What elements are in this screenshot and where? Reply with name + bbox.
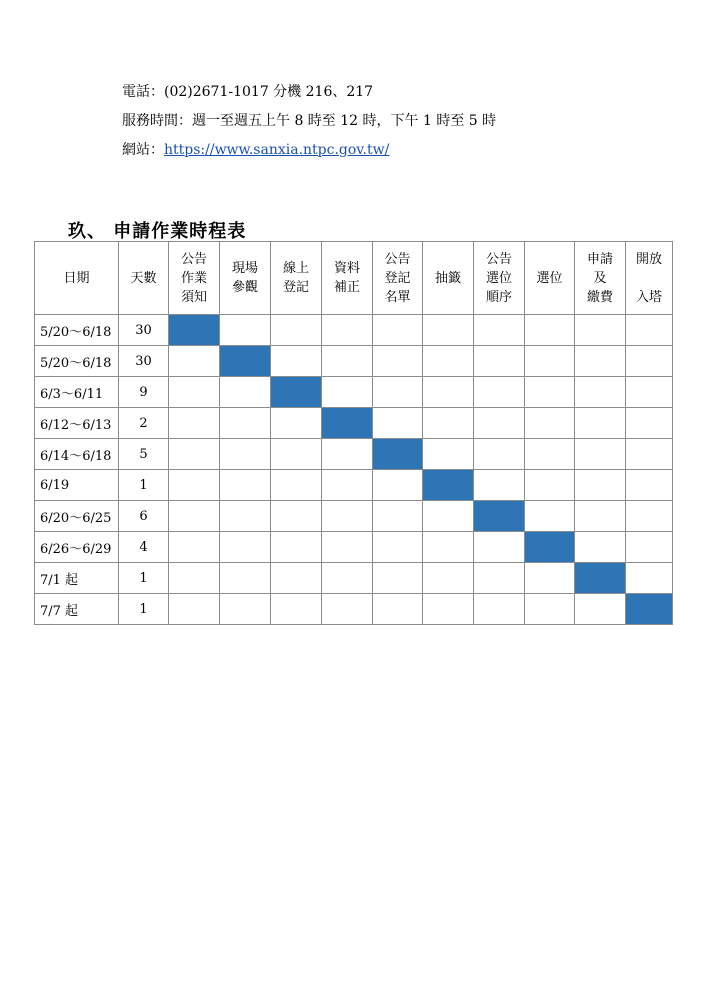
schedule-empty-cell [220, 315, 271, 346]
schedule-empty-cell [575, 377, 626, 408]
schedule-empty-cell [575, 501, 626, 532]
schedule-empty-cell [423, 563, 474, 594]
date-cell: 6/12～6/13 [35, 408, 119, 439]
schedule-empty-cell [169, 346, 220, 377]
schedule-empty-cell [169, 408, 220, 439]
service-hours-text: 服務時間：週一至週五上午 8 時至 12 時，下午 1 時至 5 時 [122, 113, 497, 129]
table-row [35, 563, 673, 594]
schedule-empty-cell [169, 439, 220, 470]
schedule-empty-cell [575, 408, 626, 439]
schedule-empty-cell [626, 377, 673, 408]
schedule-empty-cell [220, 532, 271, 563]
days-cell: 4 [119, 532, 169, 563]
schedule-empty-cell [626, 346, 673, 377]
table-row [35, 346, 673, 377]
schedule-empty-cell [474, 532, 525, 563]
website-label: 網站： [122, 142, 164, 158]
header-line: 現場 [231, 261, 258, 276]
schedule-empty-cell [220, 408, 271, 439]
schedule-empty-cell [423, 532, 474, 563]
schedule-empty-cell [271, 346, 322, 377]
table-row [35, 377, 673, 408]
contact-info [122, 78, 496, 165]
schedule-empty-cell [626, 439, 673, 470]
table-header-cell [271, 242, 322, 315]
schedule-empty-cell [169, 377, 220, 408]
days-cell: 1 [119, 470, 169, 501]
schedule-empty-cell [373, 470, 423, 501]
date-cell: 5/20～6/18 [35, 315, 119, 346]
header-line: 繳費 [586, 289, 613, 305]
schedule-empty-cell [373, 594, 423, 625]
header-line: 天數 [130, 270, 157, 286]
schedule-empty-cell [423, 377, 474, 408]
schedule-filled-cell [575, 563, 626, 594]
date-cell: 6/19 [35, 470, 119, 501]
schedule-empty-cell [525, 594, 575, 625]
schedule-empty-cell [322, 594, 373, 625]
schedule-empty-cell [271, 563, 322, 594]
header-line: 登記 [384, 270, 411, 286]
schedule-empty-cell [322, 501, 373, 532]
schedule-empty-cell [474, 377, 525, 408]
schedule-empty-cell [271, 470, 322, 501]
header-line: 線上 [282, 261, 309, 276]
table-row [35, 532, 673, 563]
date-cell: 6/14～6/18 [35, 439, 119, 470]
header-line: 選位 [485, 270, 512, 286]
schedule-empty-cell [220, 563, 271, 594]
schedule-filled-cell [373, 439, 423, 470]
schedule-filled-cell [626, 594, 673, 625]
website-line [122, 136, 496, 165]
schedule-empty-cell [423, 501, 474, 532]
header-line: 作業 [180, 270, 207, 286]
schedule-empty-cell [423, 346, 474, 377]
schedule-empty-cell [626, 470, 673, 501]
schedule-empty-cell [575, 470, 626, 501]
schedule-empty-cell [626, 408, 673, 439]
schedule-empty-cell [271, 315, 322, 346]
days-cell: 30 [119, 346, 169, 377]
date-cell: 7/7 起 [35, 594, 119, 625]
schedule-empty-cell [474, 408, 525, 439]
table-header-cell [626, 242, 673, 315]
schedule-empty-cell [525, 408, 575, 439]
schedule-filled-cell [169, 315, 220, 346]
schedule-empty-cell [271, 594, 322, 625]
table-row [35, 439, 673, 470]
schedule-empty-cell [271, 532, 322, 563]
date-cell: 6/26～6/29 [35, 532, 119, 563]
days-cell: 5 [119, 439, 169, 470]
header-line: 及 [593, 270, 607, 286]
header-line: 名單 [384, 289, 411, 305]
header-line: 補正 [333, 280, 360, 295]
schedule-empty-cell [626, 501, 673, 532]
table-row [35, 594, 673, 625]
schedule-empty-cell [322, 532, 373, 563]
table-header-cell [169, 242, 220, 315]
schedule-empty-cell [322, 563, 373, 594]
table-header-cell [525, 242, 575, 315]
schedule-empty-cell [525, 377, 575, 408]
table-header-cell [35, 242, 119, 315]
schedule-empty-cell [220, 439, 271, 470]
schedule-table [34, 241, 673, 625]
schedule-empty-cell [474, 470, 525, 501]
schedule-empty-cell [474, 439, 525, 470]
section-title: 玖、 申請作業時程表 [68, 221, 247, 242]
schedule-empty-cell [525, 439, 575, 470]
schedule-empty-cell [525, 470, 575, 501]
schedule-empty-cell [322, 439, 373, 470]
schedule-empty-cell [474, 315, 525, 346]
days-cell: 6 [119, 501, 169, 532]
schedule-empty-cell [575, 594, 626, 625]
schedule-empty-cell [423, 315, 474, 346]
header-line: 開放 [635, 251, 662, 267]
table-header-row [35, 242, 673, 315]
schedule-empty-cell [271, 439, 322, 470]
schedule-empty-cell [373, 563, 423, 594]
table-row [35, 501, 673, 532]
table-row [35, 470, 673, 501]
schedule-empty-cell [575, 346, 626, 377]
header-line: 選位 [536, 270, 563, 286]
schedule-empty-cell [169, 501, 220, 532]
header-line: 順序 [485, 289, 512, 305]
days-cell: 2 [119, 408, 169, 439]
schedule-empty-cell [525, 346, 575, 377]
schedule-empty-cell [322, 377, 373, 408]
schedule-empty-cell [271, 408, 322, 439]
table-header-cell [322, 242, 373, 315]
schedule-empty-cell [322, 346, 373, 377]
table-row [35, 408, 673, 439]
table-header-cell [575, 242, 626, 315]
header-line: 申請 [586, 251, 613, 267]
table-header-cell [373, 242, 423, 315]
schedule-empty-cell [474, 563, 525, 594]
schedule-empty-cell [220, 594, 271, 625]
header-line: 須知 [180, 289, 207, 305]
header-line: 參觀 [231, 280, 258, 295]
schedule-empty-cell [220, 377, 271, 408]
schedule-empty-cell [626, 563, 673, 594]
schedule-empty-cell [373, 501, 423, 532]
schedule-empty-cell [423, 439, 474, 470]
schedule-empty-cell [575, 532, 626, 563]
date-cell: 6/20～6/25 [35, 501, 119, 532]
schedule-empty-cell [373, 346, 423, 377]
schedule-empty-cell [626, 532, 673, 563]
schedule-empty-cell [525, 501, 575, 532]
schedule-empty-cell [322, 470, 373, 501]
schedule-filled-cell [474, 501, 525, 532]
header-line: 資料 [333, 261, 360, 276]
schedule-empty-cell [169, 470, 220, 501]
table-body [35, 315, 673, 625]
schedule-empty-cell [575, 439, 626, 470]
header-line: 抽籤 [434, 270, 461, 286]
schedule-empty-cell [575, 315, 626, 346]
days-cell: 1 [119, 594, 169, 625]
header-line: 日期 [63, 270, 90, 286]
schedule-empty-cell [373, 532, 423, 563]
table-header-cell [119, 242, 169, 315]
schedule-empty-cell [220, 501, 271, 532]
schedule-filled-cell [423, 470, 474, 501]
schedule-empty-cell [373, 377, 423, 408]
schedule-empty-cell [169, 532, 220, 563]
table-header-cell [474, 242, 525, 315]
date-cell: 7/1 起 [35, 563, 119, 594]
header-line: 公告 [384, 251, 411, 267]
phone-text: 電話：(02)2671-1017 分機 216、217 [122, 84, 374, 100]
schedule-empty-cell [220, 470, 271, 501]
schedule-filled-cell [525, 532, 575, 563]
header-line: 公告 [485, 251, 512, 267]
days-cell: 9 [119, 377, 169, 408]
table-row [35, 315, 673, 346]
schedule-empty-cell [373, 315, 423, 346]
schedule-filled-cell [322, 408, 373, 439]
header-line: 入塔 [635, 289, 662, 305]
schedule-empty-cell [169, 563, 220, 594]
header-line: 公告 [180, 251, 207, 267]
table-header-cell [423, 242, 474, 315]
days-cell: 1 [119, 563, 169, 594]
header-line: 登記 [282, 280, 309, 295]
schedule-empty-cell [322, 315, 373, 346]
date-cell: 6/3～6/11 [35, 377, 119, 408]
schedule-filled-cell [220, 346, 271, 377]
schedule-filled-cell [271, 377, 322, 408]
schedule-empty-cell [169, 594, 220, 625]
schedule-empty-cell [626, 315, 673, 346]
schedule-empty-cell [474, 346, 525, 377]
schedule-empty-cell [271, 501, 322, 532]
date-cell: 5/20～6/18 [35, 346, 119, 377]
schedule-empty-cell [525, 315, 575, 346]
days-cell: 30 [119, 315, 169, 346]
schedule-empty-cell [525, 563, 575, 594]
table-header-cell [220, 242, 271, 315]
schedule-empty-cell [423, 408, 474, 439]
website-link[interactable]: https://www.sanxia.ntpc.gov.tw/ [164, 142, 390, 158]
schedule-empty-cell [423, 594, 474, 625]
schedule-empty-cell [474, 594, 525, 625]
schedule-empty-cell [373, 408, 423, 439]
header-line [626, 269, 672, 288]
